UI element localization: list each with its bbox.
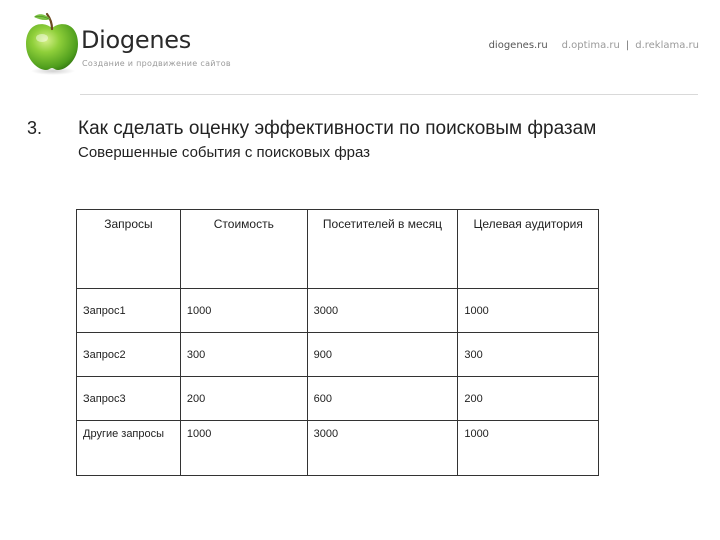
link-separator: | xyxy=(625,40,630,51)
cell-query: Запрос2 xyxy=(77,333,181,377)
link-reklama[interactable]: d.reklama.ru xyxy=(635,40,699,51)
cell-visitors: 600 xyxy=(307,377,458,421)
cell-cost: 1000 xyxy=(180,421,307,476)
link-diogenes[interactable]: diogenes.ru xyxy=(488,40,548,51)
queries-table xyxy=(76,209,599,476)
site-links xyxy=(489,40,699,51)
header-divider xyxy=(80,94,698,95)
table-row xyxy=(77,421,599,476)
cell-cost: 200 xyxy=(180,377,307,421)
header-audience: Целевая аудитория xyxy=(458,210,599,289)
green-apple-icon[interactable] xyxy=(22,10,82,76)
table-row xyxy=(77,289,599,333)
header-visitors: Посетителей в месяц xyxy=(307,210,458,289)
cell-visitors: 3000 xyxy=(307,289,458,333)
cell-audience: 1000 xyxy=(458,421,599,476)
cell-audience: 1000 xyxy=(458,289,599,333)
slide-number: 3. xyxy=(27,118,43,138)
cell-query: Другие запросы xyxy=(77,421,181,476)
header-cost: Стоимость xyxy=(180,210,307,289)
link-optima[interactable]: d.optima.ru xyxy=(561,40,620,51)
cell-cost: 1000 xyxy=(180,289,307,333)
cell-query: Запрос3 xyxy=(77,377,181,421)
header-queries: Запросы xyxy=(77,210,181,289)
slide-title: Как сделать оценку эффективности по поисковым фразам xyxy=(78,118,597,139)
cell-audience: 200 xyxy=(458,377,599,421)
cell-visitors: 3000 xyxy=(307,421,458,476)
cell-visitors: 900 xyxy=(307,333,458,377)
cell-query: Запрос1 xyxy=(77,289,181,333)
cell-audience: 300 xyxy=(458,333,599,377)
header xyxy=(0,0,720,96)
slide-subtitle: Совершенные события с поисковых фраз xyxy=(78,144,371,161)
table-row xyxy=(77,377,599,421)
brand-name: Diogenes xyxy=(81,26,191,54)
table-header-row xyxy=(77,210,599,289)
cell-cost: 300 xyxy=(180,333,307,377)
table-row xyxy=(77,333,599,377)
brand-tagline: Создание и продвижение сайтов xyxy=(82,59,231,68)
